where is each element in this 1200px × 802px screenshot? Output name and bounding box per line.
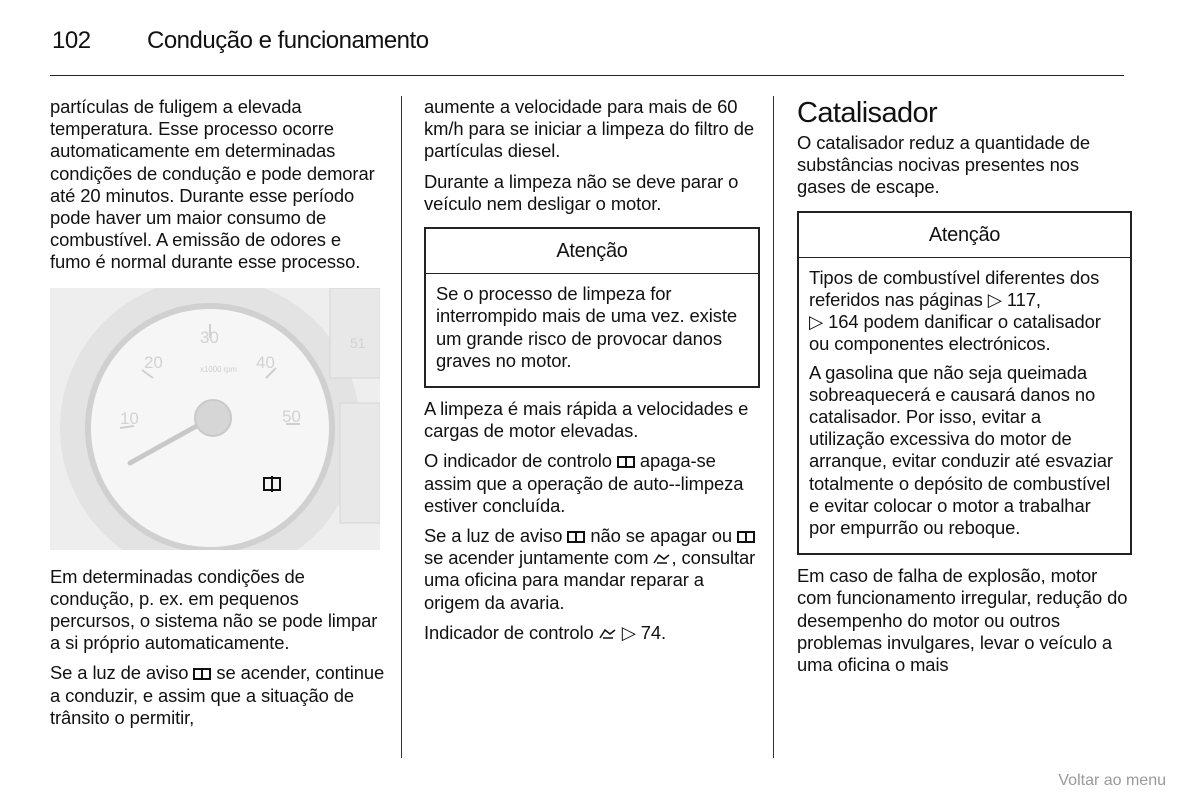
warning-text: A gasolina que não seja queimada sobreaquecerá e causará danos no catalisador. Por isso, evitar a utilização excessiva do motor de arranque, evitar conduzir até esvaziar totalmente o depósito de combustível e evitar colocar o motor a trabalhar por empurrão ou reboque. [809, 361, 1113, 539]
page-reference-icon: ▷ [621, 621, 636, 643]
page-number: 102 [52, 27, 91, 54]
dpf-warning-icon [737, 531, 755, 543]
gauge-tick-label: 20 [144, 352, 163, 372]
warning-title: Atenção [799, 213, 1130, 258]
column-2 [424, 96, 760, 652]
warning-box [424, 227, 760, 388]
page-reference-icon: ▷ [987, 289, 1002, 311]
dpf-warning-icon [617, 456, 635, 468]
paragraph: Se a luz de aviso se acender, continue a conduzir, e assim que a situação de trânsito o permitir, [50, 662, 385, 728]
column-1 [50, 96, 386, 737]
instrument-cluster-image [50, 288, 380, 550]
paragraph: Durante a limpeza não se deve parar o veículo nem desligar o motor. [424, 170, 739, 214]
warning-box [797, 211, 1132, 556]
warning-text: Tipos de combustível diferentes dos referidos nas páginas ▷ 117, ▷ 164 podem danificar o catalisador ou componentes electrónicos. [809, 266, 1101, 355]
column-divider-1 [401, 96, 402, 758]
dpf-warning-icon [567, 531, 585, 543]
gauge-unit: x1000 rpm [200, 364, 237, 374]
section-title: Condução e funcionamento [147, 27, 429, 54]
paragraph: O indicador de controlo apaga-se assim que a operação de auto--limpeza estiver concluída. [424, 450, 744, 516]
gauge-readout: 51 [350, 334, 366, 351]
engine-check-icon [599, 628, 617, 640]
paragraph: Em caso de falha de explosão, motor com funcionamento irregular, redução do desempenho do motor ou outros problemas invulgares, levar o veículo a uma oficina o mais [797, 565, 1128, 676]
gauge-tick-label: 10 [120, 408, 139, 428]
warning-title: Atenção [426, 229, 758, 274]
gauge-tick-label: 50 [282, 406, 301, 426]
page-header [52, 26, 429, 56]
gauge-tick-label: 30 [200, 327, 219, 347]
column-divider-2 [773, 96, 774, 758]
paragraph: aumente a velocidade para mais de 60 km/h para se iniciar a limpeza do filtro de partículas diesel. [424, 96, 754, 162]
paragraph: partículas de fuligem a elevada temperatura. Esse processo ocorre automaticamente em determinadas condições de condução e pode demorar até 20 minutos. Durante esse período pode haver um maior consumo de combustível. A emissão de odores e fumo é normal durante esse processo. [50, 96, 375, 273]
paragraph: Se a luz de aviso não se apagar ou se acender juntamente com , consultar uma oficina para mandar reparar a origem da avaria. [424, 525, 756, 613]
paragraph: A limpeza é mais rápida a velocidades e cargas de motor elevadas. [424, 398, 749, 442]
page-reference-icon: ▷ [809, 311, 824, 333]
dpf-warning-icon [193, 668, 211, 680]
gauge-tick-label: 40 [256, 352, 275, 372]
warning-text: Se o processo de limpeza for interrompido mais de uma vez. existe um grande risco de provocar danos graves no motor. [436, 283, 737, 371]
back-to-menu-link[interactable]: Voltar ao menu [1058, 772, 1166, 789]
paragraph: O catalisador reduz a quantidade de substâncias nocivas presentes nos gases de escape. [797, 132, 1090, 198]
paragraph: Indicador de controlo ▷ 74. [424, 621, 667, 643]
column-3 [797, 96, 1132, 684]
paragraph: Em determinadas condições de condução, p. ex. em pequenos percursos, o sistema não se pode limpar a si próprio automaticamente. [50, 565, 378, 654]
section-heading: Catalisador [797, 97, 938, 129]
engine-check-icon [653, 553, 671, 565]
header-divider [50, 75, 1124, 76]
